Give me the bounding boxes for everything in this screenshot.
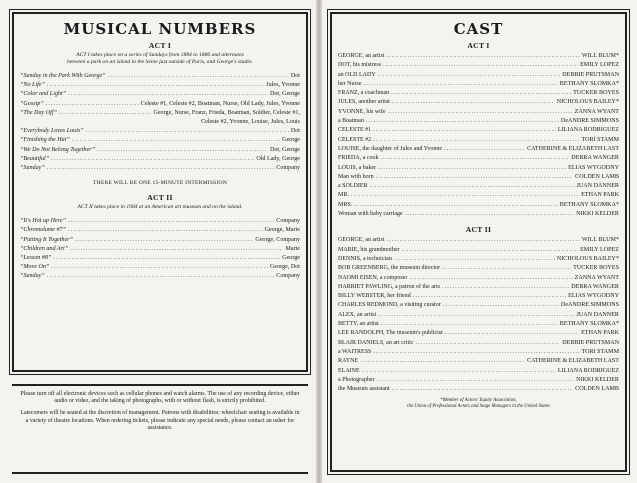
cast-row-label: CELESTE #2 bbox=[338, 136, 372, 143]
dot-leader bbox=[378, 71, 561, 80]
cast-row bbox=[338, 80, 619, 89]
cast-row bbox=[338, 367, 619, 376]
act2-song-list bbox=[20, 217, 300, 281]
dot-leader bbox=[86, 127, 289, 136]
dot-leader bbox=[51, 263, 268, 272]
cast-row-value: DEBRA WANGER bbox=[571, 155, 619, 162]
dot-leader bbox=[75, 236, 253, 245]
cast-row-value: ZANNA WYANT bbox=[574, 274, 619, 281]
song-row-label: “Everybody Loves Louis” bbox=[20, 128, 84, 135]
cast-row bbox=[338, 246, 619, 255]
song-row-label: “Sunday in the Park With George” bbox=[20, 73, 106, 79]
cast-row bbox=[338, 264, 619, 273]
cast-row-value: EMILY LOPEZ bbox=[580, 62, 619, 69]
cast-frame bbox=[330, 12, 627, 472]
cast-row-value: TORI STAMM bbox=[581, 136, 619, 143]
cast-row bbox=[338, 357, 619, 366]
act2-note: ACT II takes place in 1984 at an American art museum and on the island. bbox=[77, 204, 243, 211]
cast-row bbox=[338, 292, 619, 301]
dot-leader bbox=[378, 164, 566, 173]
cast-row-value: COLDEN LAMB bbox=[575, 173, 619, 180]
song-row-label: “The Day Off” bbox=[20, 109, 57, 116]
dot-leader bbox=[47, 164, 275, 173]
dot-leader bbox=[381, 154, 570, 163]
page-gutter bbox=[316, 0, 322, 483]
cast-row-value: DEBRA WANGER bbox=[571, 283, 619, 290]
cast-row bbox=[338, 201, 619, 210]
cast-row bbox=[338, 385, 619, 394]
cast-row-label: LEE RANDOLPH, The museum's publicist bbox=[338, 330, 443, 337]
song-row bbox=[20, 100, 300, 109]
dot-leader bbox=[51, 155, 254, 164]
song-row bbox=[20, 136, 300, 145]
song-row-label: “Beautiful” bbox=[20, 155, 50, 162]
song-row-label: “Color and Light” bbox=[20, 91, 67, 98]
dot-leader bbox=[387, 52, 580, 61]
dot-leader bbox=[68, 217, 274, 226]
song-row-value: Company bbox=[276, 218, 300, 225]
cast-row-value: DeANDRE SIMMONS bbox=[560, 302, 619, 309]
cast-row-value: DEBBIE PRUTSMAN bbox=[562, 71, 619, 78]
song-row-value: Dot, George bbox=[269, 146, 300, 153]
song-row-label: “No Life” bbox=[20, 82, 45, 89]
act2-heading: ACT II bbox=[147, 193, 173, 203]
song-row bbox=[20, 226, 300, 235]
house-rules-box bbox=[12, 384, 308, 474]
devices-notice: Please turn off all electronic devices such as cellular phones and watch alarms. The use of any recording device, either audio or video, and the taking of photographs, with or without flash, is strictly prohibited. bbox=[20, 391, 300, 405]
cast-row-label: FRIEDA, a cook bbox=[338, 155, 379, 162]
dot-leader bbox=[402, 246, 579, 255]
song-row bbox=[20, 146, 300, 155]
cast-row bbox=[338, 61, 619, 70]
song-row bbox=[20, 81, 300, 90]
cast-row-value: TORI STAMM bbox=[581, 348, 619, 355]
song-row-label: “We Do Not Belong Together” bbox=[20, 146, 96, 153]
song-row bbox=[20, 90, 300, 99]
cast-row-value: ELIAS WYGODNY bbox=[568, 164, 619, 171]
song-row-label: “Putting It Together” bbox=[20, 236, 73, 243]
intermission-notice: THERE WILL BE ONE 15-MINUTE INTERMISSION bbox=[93, 180, 227, 187]
song-row bbox=[20, 263, 300, 272]
dot-leader bbox=[444, 145, 525, 154]
dot-leader bbox=[362, 367, 556, 376]
dot-leader bbox=[366, 117, 559, 126]
song-row-label: “Children and Art” bbox=[20, 245, 69, 252]
cast-row-value: NIKKI KELDER bbox=[576, 211, 619, 218]
cast-row-label: FRANZ, a coachman bbox=[338, 90, 390, 97]
song-row-value: Jules, Yvonne bbox=[266, 82, 300, 89]
cast-row bbox=[338, 255, 619, 264]
song-row-continuation bbox=[20, 118, 300, 127]
cast-row bbox=[338, 145, 619, 154]
cast-row-value: WILL BLUM* bbox=[581, 53, 619, 59]
dot-leader bbox=[373, 136, 579, 145]
dot-leader bbox=[405, 210, 575, 219]
cast-row-label: GEORGE, an artist bbox=[338, 237, 385, 244]
dot-leader bbox=[53, 254, 280, 263]
cast-row-value: EMILY LOPEZ bbox=[580, 246, 619, 253]
dot-leader bbox=[445, 329, 579, 338]
cast-row-value: TUCKER BOYES bbox=[573, 265, 619, 272]
dot-leader bbox=[415, 339, 560, 348]
cast-row-label: MRS. bbox=[338, 201, 353, 208]
musical-numbers-frame bbox=[12, 12, 308, 372]
song-row-value: Old Lady, George bbox=[256, 155, 300, 162]
song-row-value: George bbox=[282, 137, 300, 144]
song-row bbox=[20, 155, 300, 164]
song-row-value: Company bbox=[276, 165, 300, 172]
cast-row-label: LOUIS, a baker bbox=[338, 164, 377, 171]
cast-row bbox=[338, 376, 619, 385]
cast-row-value: DeANDRE SIMMONS bbox=[560, 118, 619, 125]
song-row-value: George, Nurse, Franz, Frieda, Boatman, Soldier, Celeste #1, bbox=[153, 109, 300, 116]
cast-row-label: DOT, his mistress bbox=[338, 62, 382, 69]
cast-row bbox=[338, 164, 619, 173]
song-row-label: “Finishing the Hat” bbox=[20, 137, 70, 144]
cast-row-value: BETHANY SLOMKA* bbox=[559, 321, 619, 328]
cast-row-value: CATHERINE & ELIZABETH LAST bbox=[527, 358, 619, 365]
cast-row-label: RAYNE bbox=[338, 358, 359, 365]
cast-row bbox=[338, 339, 619, 348]
cast-row-label: LOUISE, the daughter of Jules and Yvonne bbox=[338, 145, 442, 152]
cast-act2-list bbox=[338, 236, 619, 394]
dot-leader bbox=[413, 292, 566, 301]
cast-row-label: BILLY WEBSTER, her friend bbox=[338, 293, 411, 300]
dot-leader bbox=[351, 191, 579, 200]
dot-leader bbox=[409, 274, 572, 283]
cast-row-value: JUAN DANNER bbox=[576, 183, 619, 190]
cast-row-value: JUAN DANNER bbox=[576, 311, 619, 318]
song-row-value: George, Dot bbox=[269, 264, 300, 271]
song-row bbox=[20, 72, 300, 81]
cast-row-label: Woman with baby carriage bbox=[338, 211, 403, 218]
dot-leader bbox=[442, 283, 569, 292]
song-row-label: “Move On” bbox=[20, 264, 50, 271]
cast-row-label: BETTY, an artist bbox=[338, 321, 379, 328]
cast-row-value: ELIAS WYGODNY bbox=[568, 293, 619, 300]
cast-page bbox=[330, 12, 627, 472]
cast-row-value: LILIANA RODRIGUEZ bbox=[557, 127, 619, 134]
cast-row bbox=[338, 329, 619, 338]
cast-row bbox=[338, 126, 619, 135]
equity-footnote: *Member of Actors' Equity Association, the Union of Professional Actors and Stage Managers in the United States bbox=[407, 398, 550, 410]
cast-row-label: DENNIS, a technician bbox=[338, 255, 392, 262]
song-row bbox=[20, 254, 300, 263]
cast-row bbox=[338, 311, 619, 320]
dot-leader bbox=[443, 301, 559, 310]
cast-row-value: NIKKI KELDER bbox=[576, 376, 619, 383]
dot-leader bbox=[383, 61, 578, 70]
dot-leader bbox=[381, 320, 558, 329]
song-row bbox=[20, 127, 300, 136]
cast-row-value: ETHAN PARK bbox=[581, 192, 619, 199]
dot-leader bbox=[392, 98, 555, 107]
cast-row bbox=[338, 89, 619, 98]
act1-note: ACT I takes place on a series of Sundays from 1884 to 1886 and alternates between a park on an island in the Seine just outside of Paris, and George's studio. bbox=[66, 52, 254, 65]
cast-title: CAST bbox=[453, 20, 504, 38]
cast-row-value: ETHAN PARK bbox=[581, 330, 619, 337]
dot-leader bbox=[46, 100, 139, 109]
dot-leader bbox=[68, 226, 263, 235]
song-row-value: Marie bbox=[285, 245, 300, 252]
cast-row-value: LILIANA RODRIGUEZ bbox=[557, 367, 619, 374]
cast-row bbox=[338, 117, 619, 126]
cast-row-value: BETHANY SLOMKA* bbox=[559, 80, 619, 87]
song-row-label: “Chromolume #7” bbox=[20, 227, 66, 234]
cast-row bbox=[338, 283, 619, 292]
cast-row-value: DEBBIE PRUTSMAN bbox=[562, 339, 619, 346]
cast-row-label: a Photographer bbox=[338, 376, 375, 383]
cast-row-label: BLAIR DANIELS, an art critic bbox=[338, 339, 414, 346]
musical-numbers-title: MUSICAL NUMBERS bbox=[63, 20, 257, 38]
cast-row bbox=[338, 236, 619, 245]
dot-leader bbox=[373, 348, 579, 357]
cast-row bbox=[338, 320, 619, 329]
dot-leader bbox=[68, 90, 268, 99]
cast-row-value: NICHOLOUS BAILEY* bbox=[556, 99, 619, 106]
cast-row bbox=[338, 52, 619, 61]
song-row bbox=[20, 245, 300, 254]
song-row-label: “Lesson #8” bbox=[20, 255, 52, 262]
cast-row-label: a SOLDIER bbox=[338, 183, 368, 190]
song-row bbox=[20, 109, 300, 118]
song-row bbox=[20, 164, 300, 173]
cast-row-value: TUCKER BOYES bbox=[573, 90, 619, 97]
dot-leader bbox=[47, 81, 264, 90]
song-row-value: Dot bbox=[290, 128, 300, 135]
act1-heading: ACT I bbox=[148, 41, 172, 50]
dot-leader bbox=[391, 89, 571, 98]
cast-row-label: BOB GREENBERG, the museum director bbox=[338, 265, 441, 272]
cast-row-label: Man with horn bbox=[338, 173, 374, 180]
cast-row-label: MARIE, his grandmother bbox=[338, 246, 400, 253]
cast-row bbox=[338, 154, 619, 163]
dot-leader bbox=[392, 385, 573, 394]
song-row-label: “Sunday” bbox=[20, 273, 45, 280]
dot-leader bbox=[387, 236, 580, 245]
dot-leader bbox=[442, 264, 571, 273]
musical-numbers-page bbox=[12, 12, 308, 431]
cast-row-value: NICHOLOUS BAILEY* bbox=[556, 255, 619, 262]
song-row-value: George, Company bbox=[255, 236, 300, 243]
song-row-value: Dot, George bbox=[269, 91, 300, 98]
cast-row bbox=[338, 71, 619, 80]
song-row-value: Company bbox=[276, 273, 300, 280]
song-row-value: Celeste #1, Celeste #2, Boatman, Nurse, Old Lady, Jules, Yvonne bbox=[140, 100, 300, 107]
song-row-continuation-value: Celeste #2, Yvonne, Louise, Jules, Louis bbox=[201, 119, 300, 126]
latecomers-notice: Latecomers will be seated at the discretion of management. Patrons with disabilities: wheelchair seating is available in a variety of theatre locations. When ordering tickets, please indicate any special needs, please contact an usher for assistance. bbox=[20, 410, 300, 431]
cast-row bbox=[338, 136, 619, 145]
song-row-label: “It's Hot up Here” bbox=[20, 218, 66, 225]
cast-row bbox=[338, 173, 619, 182]
cast-row bbox=[338, 210, 619, 219]
act1-song-list bbox=[20, 72, 300, 173]
song-row bbox=[20, 217, 300, 226]
cast-row bbox=[338, 301, 619, 310]
dot-leader bbox=[70, 245, 283, 254]
dot-leader bbox=[373, 126, 556, 135]
song-row-value: Dot bbox=[290, 73, 300, 79]
dot-leader bbox=[97, 146, 268, 155]
cast-row-value: ZANNA WYANT bbox=[574, 108, 619, 115]
cast-row-label: her Nurse bbox=[338, 80, 362, 87]
dot-leader bbox=[388, 108, 573, 117]
cast-row-label: YVONNE, his wife bbox=[338, 108, 386, 115]
dot-leader bbox=[360, 357, 525, 366]
cast-row bbox=[338, 191, 619, 200]
cast-row-label: ALEX, an artist bbox=[338, 311, 377, 318]
cast-act1-list bbox=[338, 52, 619, 219]
song-row bbox=[20, 236, 300, 245]
song-row bbox=[20, 272, 300, 281]
cast-row-label: CELESTE #1 bbox=[338, 127, 372, 134]
dot-leader bbox=[47, 272, 275, 281]
cast-row bbox=[338, 108, 619, 117]
cast-row-label: CHARLES REDMOND, a visiting curator bbox=[338, 302, 441, 309]
cast-row-value: CATHERINE & ELIZABETH LAST bbox=[527, 145, 619, 152]
cast-row bbox=[338, 98, 619, 107]
dot-leader bbox=[354, 201, 558, 210]
cast-row-label: NAOMI EISEN, a composer bbox=[338, 274, 408, 281]
dot-leader bbox=[72, 136, 280, 145]
cast-act1-heading: ACT I bbox=[467, 41, 490, 50]
cast-row-label: a Boatman bbox=[338, 118, 364, 125]
cast-row-value: COLDEN LAMB bbox=[575, 386, 619, 393]
dot-leader bbox=[364, 80, 558, 89]
cast-row-value: BETHANY SLOMKA* bbox=[559, 201, 619, 208]
dot-leader bbox=[378, 311, 574, 320]
cast-row-label: MR. bbox=[338, 192, 349, 199]
cast-row-value: WILL BLUM* bbox=[581, 237, 619, 244]
song-row-label: “Sunday” bbox=[20, 165, 45, 172]
cast-row-label: ELAINE bbox=[338, 367, 360, 374]
cast-row-label: GEORGE, an artist bbox=[338, 53, 385, 59]
cast-row-label: JULES, another artist bbox=[338, 99, 390, 106]
dot-leader bbox=[370, 182, 575, 191]
cast-row bbox=[338, 182, 619, 191]
dot-leader bbox=[376, 173, 573, 182]
cast-row bbox=[338, 274, 619, 283]
dot-leader bbox=[394, 255, 555, 264]
cast-act2-heading: ACT II bbox=[465, 225, 492, 235]
cast-row-label: a WAITRESS bbox=[338, 348, 372, 355]
dot-leader bbox=[377, 376, 575, 385]
cast-row-label: an OLD LADY bbox=[338, 71, 376, 78]
song-row-value: George, Marie bbox=[264, 227, 300, 234]
song-row-value: George bbox=[282, 255, 300, 262]
dot-leader bbox=[108, 72, 289, 81]
song-row-label: “Gossip” bbox=[20, 100, 44, 107]
cast-row-label: HARRIET PAWLING, a patron of the arts bbox=[338, 283, 441, 290]
dot-leader bbox=[59, 109, 152, 118]
cast-row bbox=[338, 348, 619, 357]
cast-row-label: the Museum assistant bbox=[338, 386, 390, 393]
